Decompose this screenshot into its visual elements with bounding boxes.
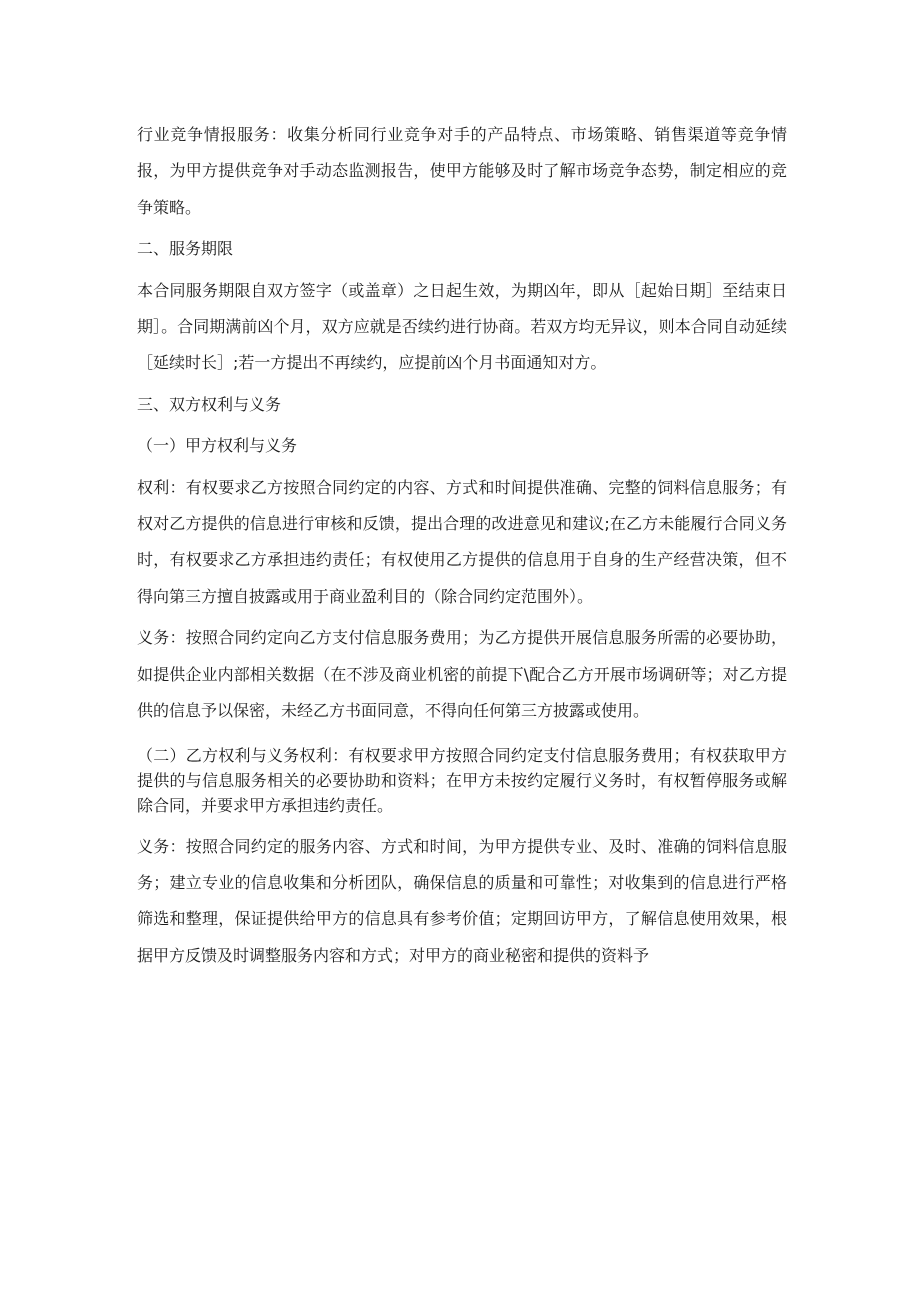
paragraph-party-a-rights: 权利：有权要求乙方按照合同约定的内容、方式和时间提供准确、完整的饲料信息服务；有权对乙方提供的信息进行审核和反馈，提出合理的改进意见和建议;在乙方未能履行合同义务时，有权要求乙方承担违约责任；有权使用乙方提供的信息用于自身的生产经营决策，但不得向第三方擅自披露或用于商业盈利目的（除合同约定范围外）。 <box>137 477 787 606</box>
section-heading-rights-obligations: 三、双方权利与义务 <box>137 394 282 414</box>
paragraph-service-term: 本合同服务期限自双方签字（或盖章）之日起生效，为期凶年，即从［起始日期］至结束日期］。合同期满前凶个月，双方应就是否续约进行协商。若双方均无异议，则本合同自动延续［延续时长］;若一方提出不再续约，应提前凶个月书面通知对方。 <box>137 280 787 373</box>
paragraph-industry-intelligence: 行业竞争情报服务：收集分析同行业竞争对手的产品特点、市场策略、销售渠道等竞争情报，为甲方提供竞争对手动态监测报告，使甲方能够及时了解市场竞争态势，制定相应的竞争策略。 <box>137 125 787 217</box>
document-body <box>137 117 787 974</box>
paragraph-party-a-obligations: 义务：按照合同约定向乙方支付信息服务费用；为乙方提供开展信息服务所需的必要协助，如提供企业内部相关数据（在不涉及商业机密的前提下\配合乙方开展市场调研等；对乙方提供的信息予以保密，未经乙方书面同意，不得向任何第三方披露或使用。 <box>137 628 787 721</box>
paragraph-party-b-rights: （二）乙方权利与义务权利：有权要求甲方按照合同约定支付信息服务费用；有权获取甲方提供的与信息服务相关的必要协助和资料；在甲方未按约定履行义务时，有权暂停服务或解除合同，并要求甲方承担违约责任。 <box>137 745 787 815</box>
subsection-heading-party-a: （一）甲方权利与义务 <box>137 436 298 456</box>
paragraph-party-b-obligations: 义务：按照合同约定的服务内容、方式和时间，为甲方提供专业、及时、准确的饲料信息服务；建立专业的信息收集和分析团队，确保信息的质量和可靠性；对收集到的信息进行严格筛选和整理，保证提供给甲方的信息具有参考价值；定期回访甲方，了解信息使用效果，根据甲方反馈及时调整服务内容和方式；对甲方的商业秘密和提供的资料予 <box>137 836 787 965</box>
section-heading-service-term: 二、服务期限 <box>137 239 234 259</box>
